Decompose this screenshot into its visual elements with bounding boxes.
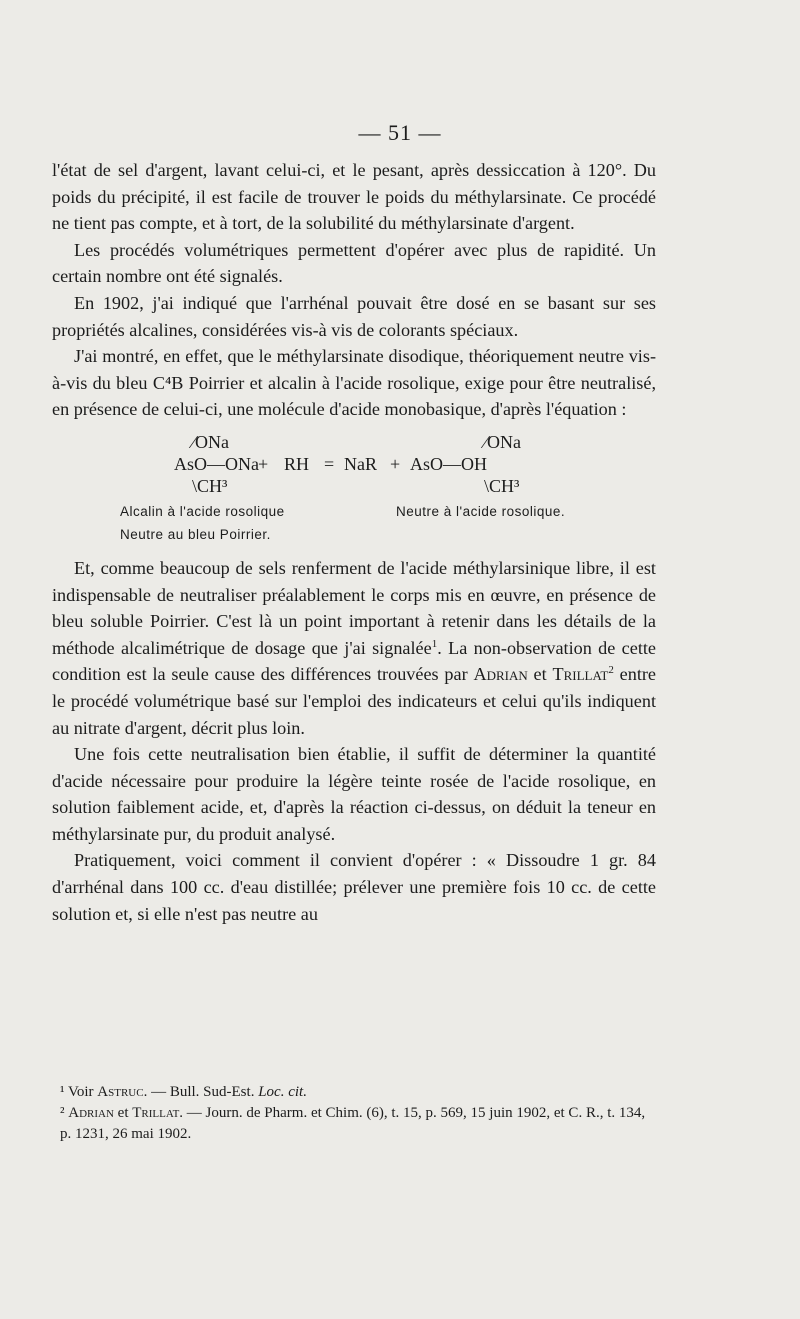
paragraph-5	[52, 555, 656, 741]
footnote-2	[60, 1103, 660, 1145]
formula-right-top: ⁄ONa	[484, 431, 521, 452]
formula-left-bot: \CH³	[192, 475, 228, 496]
formula-right-bot: \CH³	[484, 475, 520, 496]
author-adrian: Adrian	[473, 664, 528, 685]
caption-right: Neutre à l'acide rosolique.	[396, 503, 566, 519]
paragraph-3: En 1902, j'ai indiqué que l'arrhénal pouvait être dosé en se basant sur ses propriétés alcalines, considérées vis-à vis de colorants spéciaux.	[52, 292, 656, 340]
footnote-1-mark: ¹	[60, 1084, 65, 1100]
paragraph-2: Les procédés volumétriques permettent d'opérer avec plus de rapidité. Un certain nombre ont été signalés.	[52, 239, 656, 287]
footnote-ref-2: 2	[608, 664, 614, 677]
paragraph-5-part-a: Et, comme beaucoup de sels renferment de l'acide méthylarsinique libre, il est indispensable de neutraliser préalablement le corps mis en œuvre, en présence de bleu soluble Poirrier. C'est là un point important à retenir dans les détails de la méthode alcalimétrique de dosage que j'ai signalée	[52, 557, 656, 658]
paragraph-5-part-c: entre le procédé volumétrique basé sur l'emploi des indicateurs et celui qu'ils indiquent au nitrate d'argent, décrit plus loin.	[52, 664, 656, 738]
formula-equals: =	[324, 453, 335, 474]
formula-right-mid: AsO—OH	[410, 453, 488, 474]
paragraph-5-part-b: . La non-observation de cette condition est la seule cause des différences trouvées par	[52, 637, 656, 685]
conjunction-et: et	[527, 664, 553, 685]
author-trillat: Trillat	[552, 664, 609, 685]
caption-left-line-2: Neutre au bleu Poirrier.	[120, 526, 271, 542]
footnote-1-author: Astruc	[97, 1084, 144, 1100]
paragraph-1: l'état de sel d'argent, lavant celui-ci, et le pesant, après dessiccation à 120°. Du poids du précipité, il est facile de trouver le poids du méthylarsinate. Ce procédé ne tient pas compte, et à tort, de la solubilité du méthylarsinate d'argent.	[52, 160, 656, 234]
footnotes	[60, 1082, 660, 1145]
footnote-2-author-1: Adrian	[68, 1105, 114, 1121]
formula-nar: NaR	[344, 453, 377, 474]
footnote-2-author-2: Trillat	[132, 1105, 180, 1121]
footnote-1-citation: Loc. cit.	[258, 1084, 307, 1100]
formula-rh: RH	[284, 453, 310, 474]
body-text	[52, 157, 656, 927]
formula-plus-2: +	[390, 453, 401, 474]
caption-left-line-1: Alcalin à l'acide rosolique	[120, 503, 285, 519]
footnote-1-text: . — Bull. Sud-Est.	[143, 1084, 255, 1100]
footnote-2-mark: ²	[60, 1105, 65, 1121]
paragraph-7: Pratiquement, voici comment il convient d'opérer : « Dissoudre 1 gr. 84 d'arrhénal dans 100 cc. d'eau distillée; prélever une première fois 10 cc. de cette solution et, si elle n'est pas neutre au	[52, 850, 656, 924]
page-number: — 51 —	[358, 120, 442, 145]
footnote-2-et: et	[113, 1105, 133, 1121]
paragraph-4: J'ai montré, en effet, que le méthylarsinate disodique, théoriquement neutre vis-à-vis du bleu C⁴B Poirrier et alcalin à l'acide rosolique, exige pour être neutralisé, en présence de celui-ci, une molécule d'acide monobasique, d'après l'équation :	[52, 346, 656, 420]
footnote-2-text: . — Journ. de Pharm. et Chim. (6), t. 15, p. 569, 15 juin 1902, et C. R., t. 134, p. 1231, 26 mai 1902.	[60, 1105, 646, 1142]
paragraph-6: Une fois cette neutralisation bien établie, il suffit de déterminer la quantité d'acide nécessaire pour produire la légère teinte rosée de l'acide rosolique, en solution faiblement acide, et, d'après la réaction ci-dessus, on déduit la teneur en méthylarsinate pur, du produit analysé.	[52, 744, 656, 844]
footnote-1: ¹ Voir Astruc. — Bull. Sud-Est. Loc. cit.	[60, 1084, 307, 1100]
chemical-equation	[52, 427, 656, 547]
formula-left-mid: AsO—ONa	[174, 453, 259, 474]
formula-left-top: ⁄ONa	[192, 431, 229, 452]
formula-plus-1: +	[258, 453, 269, 474]
footnote-ref-1: 1	[431, 637, 438, 650]
